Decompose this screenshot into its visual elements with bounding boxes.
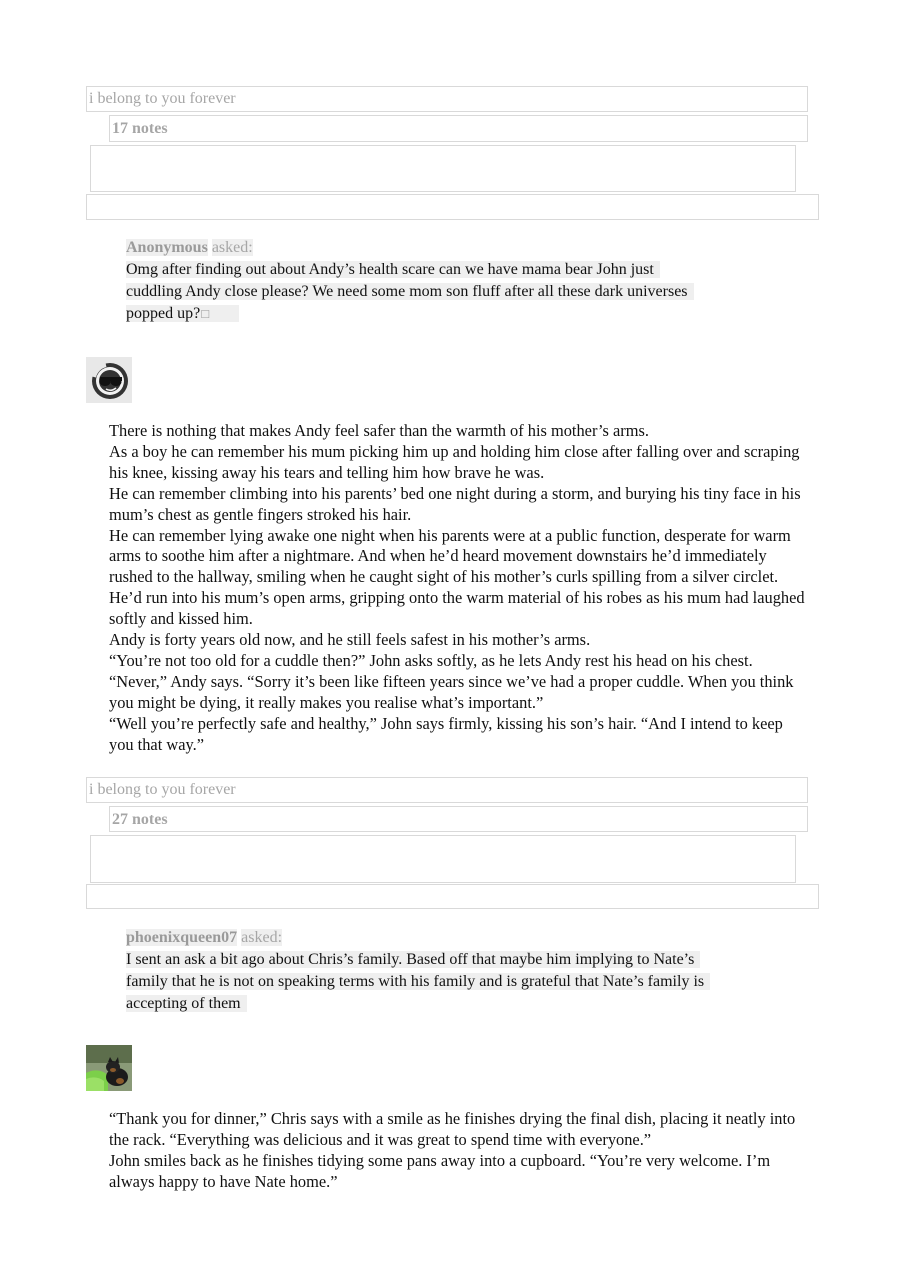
paragraph: John smiles back as he finishes tidying some pans away into a cupboard. “You’re very welcome. I’m always happy to have Nate home.” bbox=[109, 1150, 771, 1191]
paragraph: “Thank you for dinner,” Chris says with a smile as he finishes drying the final dish, placing it neatly into the rack. “Everything was delicious and it was great to spend time with everyone.” bbox=[109, 1109, 796, 1149]
notes-count[interactable]: 17 notes bbox=[109, 115, 808, 142]
asker-line bbox=[126, 928, 726, 948]
tag-link[interactable]: i belong to you forever bbox=[86, 86, 808, 112]
ask-block bbox=[126, 238, 726, 325]
empty-embed-box bbox=[90, 145, 796, 192]
asker-name[interactable]: phoenixqueen07 bbox=[126, 929, 238, 946]
question-body: Omg after finding out about Andy’s health scare can we have mama bear John just cuddling Andy close please? We need some mom son fluff after all these dark universes popped up? bbox=[126, 261, 688, 322]
asker-name[interactable]: Anonymous bbox=[126, 239, 208, 256]
paragraph: “Well you’re perfectly safe and healthy,” John says firmly, kissing his son’s hair. “And I intend to keep you that way.” bbox=[109, 713, 783, 754]
tag-link[interactable]: i belong to you forever bbox=[86, 777, 808, 803]
question-text bbox=[126, 259, 706, 325]
ask-block bbox=[126, 928, 726, 1015]
post-body bbox=[109, 1109, 809, 1193]
empty-embed-box bbox=[90, 835, 796, 883]
notes-count[interactable]: 27 notes bbox=[109, 806, 808, 832]
dog-photo-avatar-icon bbox=[86, 1045, 132, 1091]
empty-divider-box bbox=[86, 884, 819, 909]
post-body bbox=[109, 421, 809, 756]
paragraph: As a boy he can remember his mum picking him up and holding him close after falling over and scraping his knee, kissing away his tears and telling him how brave he was. bbox=[109, 441, 800, 482]
empty-divider-box bbox=[86, 194, 819, 220]
question-text bbox=[126, 949, 712, 1015]
paragraph: He can remember lying awake one night when his parents were at a public function, desperate for warm arms to soothe him after a nightmare. And when he’d heard movement downstairs he’d immediately rushed to the hallway, smiling when he caught sight of his mother’s curls spilling from a silver circlet. He’d run into his mum’s open arms, gripping onto the warm material of his robes as his mum had laughed softly and kissed him. bbox=[109, 525, 805, 629]
asker-line bbox=[126, 238, 726, 258]
sunglasses-emoji-icon bbox=[86, 357, 132, 403]
paragraph: He can remember climbing into his parents’ bed one night during a storm, and burying his tiny face in his mum’s chest as gentle fingers stroked his hair. bbox=[109, 483, 801, 524]
asked-label: asked: bbox=[241, 929, 283, 946]
paragraph: “You’re not too old for a cuddle then?” John asks softly, as he lets Andy rest his head on his chest. bbox=[109, 650, 753, 670]
paragraph: There is nothing that makes Andy feel safer than the warmth of his mother’s arms. bbox=[109, 421, 649, 440]
paragraph: “Never,” Andy says. “Sorry it’s been like fifteen years since we’ve had a proper cuddle. When you think you might be dying, it really makes you realise what’s important.” bbox=[109, 671, 794, 712]
paragraph: Andy is forty years old now, and he still feels safest in his mother’s arms. bbox=[109, 630, 591, 650]
missing-glyph-icon: □ bbox=[201, 306, 210, 321]
avatar[interactable] bbox=[86, 1045, 132, 1091]
question-body: I sent an ask a bit ago about Chris’s family. Based off that maybe him implying to Nate’s family that he is not on speaking terms with his family and is grateful that Nate’s family is accepting of them bbox=[126, 951, 710, 1012]
asked-label: asked: bbox=[211, 239, 253, 256]
avatar[interactable] bbox=[86, 357, 132, 403]
